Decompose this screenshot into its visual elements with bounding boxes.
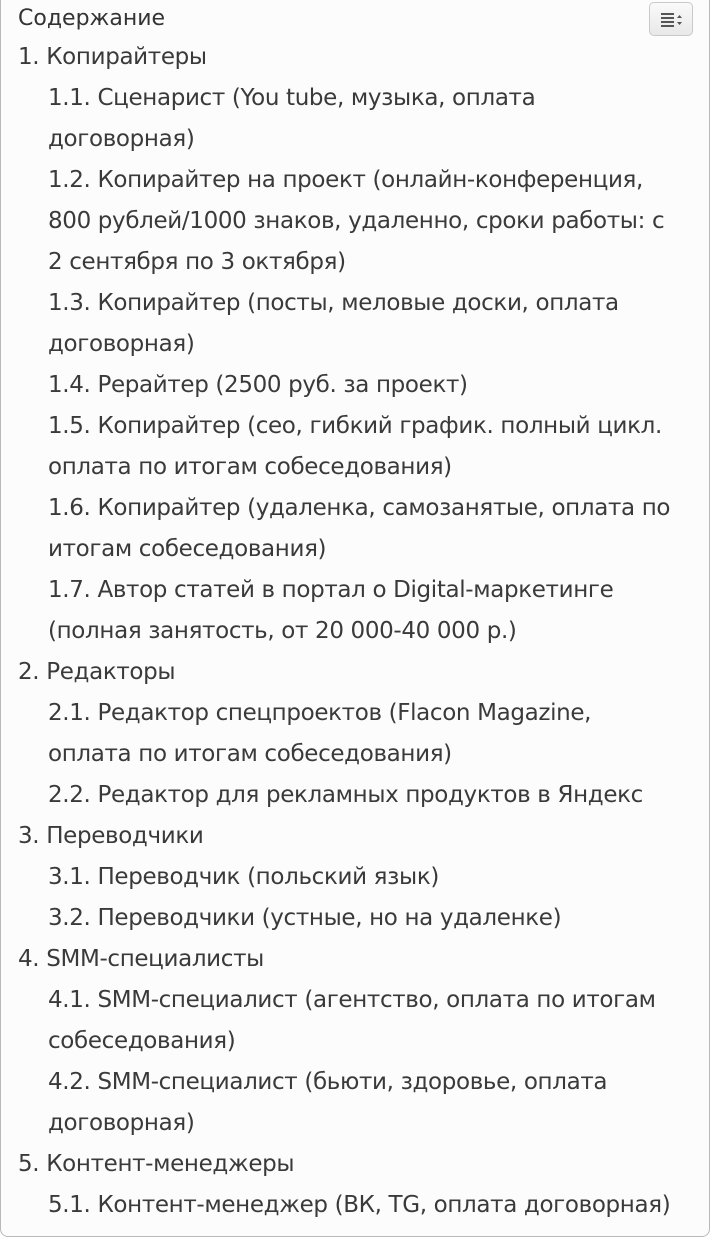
toc-subsection-link[interactable]: 5.1. Контент-менеджер (ВК, TG, оплата договорная): [48, 1192, 671, 1218]
toc-subsection-link[interactable]: итогам собеседования): [48, 536, 327, 562]
toc-subsection-link[interactable]: договорная): [48, 331, 195, 357]
toc-section-link[interactable]: 5. Контент-менеджеры: [18, 1151, 295, 1177]
list-toggle-icon: [661, 13, 683, 27]
toc-subsection-link[interactable]: оплата по итогам собеседования): [48, 454, 452, 480]
toc-subsection-link[interactable]: 1.3. Копирайтер (посты, меловые доски, оплата: [48, 290, 619, 316]
toc-subsection-link[interactable]: 2 сентября по 3 октября): [48, 249, 346, 275]
toc-subsection-link[interactable]: 2.2. Редактор для рекламных продуктов в Яндекс: [48, 782, 643, 808]
toc-subsection-link[interactable]: 3.2. Переводчики (устные, но на удаленке): [48, 905, 562, 931]
toc-subsection-link[interactable]: 1.7. Автор статей в портал о Digital-маркетинге: [48, 577, 614, 603]
toc-section-link[interactable]: 1. Копирайтеры: [18, 44, 207, 70]
toc-subsection-link[interactable]: 1.5. Копирайтер (сео, гибкий график. полный цикл.: [48, 413, 662, 439]
toc-subsection-link[interactable]: 4.2. SMM-специалист (бьюти, здоровье, оплата: [48, 1069, 608, 1095]
toc-subsection-link[interactable]: договорная): [48, 1110, 195, 1136]
toc-section-link[interactable]: 4. SMM-специалисты: [18, 946, 264, 972]
toc-list: [1, 37, 711, 1226]
toc-subsection-link[interactable]: 800 рублей/1000 знаков, удаленно, сроки работы: с: [48, 208, 665, 234]
toc-subsection-link[interactable]: 1.6. Копирайтер (удаленка, самозанятые, оплата по: [48, 495, 671, 521]
toc-toggle-button[interactable]: [649, 2, 693, 36]
toc-title: Содержание: [18, 6, 166, 31]
toc-subsection-link[interactable]: 1.4. Рерайтер (2500 руб. за проект): [48, 372, 468, 398]
toc-subsection-link[interactable]: 1.1. Сценарист (You tube, музыка, оплата: [48, 85, 536, 111]
toc-subsection-link[interactable]: договорная): [48, 126, 195, 152]
toc-subsection-link[interactable]: (полная занятость, от 20 000-40 000 р.): [48, 618, 517, 644]
toc-section-link[interactable]: 3. Переводчики: [18, 823, 204, 849]
toc-subsection-link[interactable]: собеседования): [48, 1028, 236, 1054]
toc-subsection-link[interactable]: 1.2. Копирайтер на проект (онлайн-конференция,: [48, 167, 644, 193]
toc-subsection-link[interactable]: 4.1. SMM-специалист (агентство, оплата по итогам: [48, 987, 656, 1013]
toc-subsection-link[interactable]: 2.1. Редактор спецпроектов (Flacon Magazine,: [48, 700, 592, 726]
toc-subsection-link[interactable]: 3.1. Переводчик (польский язык): [48, 864, 439, 890]
toc-subsection-link[interactable]: оплата по итогам собеседования): [48, 741, 452, 767]
toc-section-link[interactable]: 2. Редакторы: [18, 659, 176, 685]
